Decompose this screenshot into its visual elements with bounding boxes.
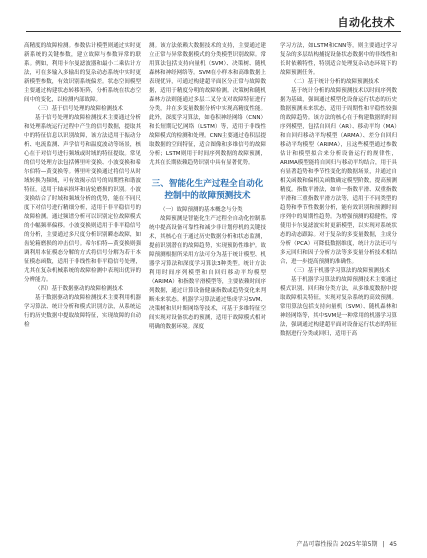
subsection-heading: （三）基于信号处理的故障检测技术 [35,106,124,112]
text-column-2 [149,42,266,332]
subsection-heading: （一）故障预测的基本概念与分类 [160,207,243,213]
page-number: 45 [389,541,397,548]
issue-number: 2025年第5期 [340,541,378,548]
subsection-heading: （三）基于机器学习算法的故障预测技术 [291,268,391,274]
header-rule [26,31,401,32]
text-column-1 [24,42,141,330]
journal-name: 产品可靠性报告 [296,541,339,548]
section-title: 三、智能化生产过程全自动化控制中的故障预测技术 [151,179,264,201]
paragraph: 基于数据驱动的故障检测技术主要利用机器学习算法、统计分析和模式识别方法，从系统运行的历史数据中提取故障特征，实现故障的自动检 [24,295,141,328]
running-header-title: 自动化技术 [337,16,395,29]
paragraph: 基于统计分析的故障预测技术以时间序列数据为基础，强调通过模型化设备运行状态的历史数据预测未来状态，适用于周期性和平稳性较强的故障趋势。该方法的核心在于构建数据的时间序列模型，包括自回归（AR）、移动平均（MA）和自回归移动平均模型（ARMA）、差分自回归移动平均模型（ARIMA），且这些模型通过参数估计和模型拟合来分析设备运行的规律性，ARIMA模型能将自回归与移动平均结合，用于具有显著趋势和季节性变化的数据场景，并通过自相关函数和偏相关函数确定模型阶数，提高预测精度。指数平滑法，如单一指数平滑、双重指数平滑和三重指数平滑方法等，适用于不同类型的趋势和季节性数据分析，能有效识别和预测时间序列中的周期性趋势。为增强预测的稳健性，常使用卡尔曼滤波实时更新模型，以实现对系统状态的动态跟踪。对于复杂的多变量数据，主成分分析（PCA）可降低数据维度，统计方法还可与多元回归和因子分析方法等多变量分析技术相结合，进一步提高预测的准确性。 [280,88,397,265]
page-header [0,0,427,36]
text-column-3 [280,42,397,339]
paragraph: 故障预测是智能化生产过程全自动化控制系统中提高设备可靠性和减少非计划停机的关键技术，其核心在于通过历史数据分析和状态监测，提前识别潜在的故障趋势，实现预防性维护。故障预测根据所采用方法可分为基于统计模型、机器学习算法和深度学习算法3种类型。统计方法利用时间序列模型和自回归移动平均模型（ARIMA）和指数平滑模型等，主要依赖时间序列数据，通过计算设备健康指数或趋势变化来判断未来状态。机器学习算法通过集成学习SVM、决策树和贝叶斯网络等技术，可基于多维特征空间实现对设备状态的预测，适用于故障模式相对明确的数据环境。深度 [149,216,266,330]
subsection-heading: （二）基于统计分析的故障预测技术 [291,79,380,85]
page-footer [296,539,397,548]
paragraph: 测。该方法依赖大数据技术的支持，主要通过建立正常与异常数据模式的分类模型识别故障。常用算法包括支持向量机（SVM）、决策树、随机森林和神经网络等。SVM在小样本和高维数据上表现优异，可通过构建超平面区分正常与故障数据，适用于精度分明的故障检测。决策树和随机森林方法则能通过多层二叉分支对故障特征进行分类，并在多变量数据分析中实现高精度性能。此外，深度学习算法，如卷积神经网络（CNN）和长短期记忆网络（LSTM）等，适用于非线性故障模式的检测和处理。CNN主要通过卷积层提取数据的空间特征，适合图像和多维信号的故障分析；LSTM则用于时间序列数据的故障预测，尤其在长期依赖趋势识别中具有显著优势。 [149,43,266,166]
subsection-heading: （四）基于数据驱动的故障检测技术 [35,286,124,292]
paragraph: 基于机器学习算法的故障预测技术主要通过模式识别、回归和分类方法，从多维度数据中提取故障相关特征，实现对复杂系统的高效预测。常用算法包括支持向量机（SVM）、随机森林和神经网络等，其中SVM是一种常用的机器学习算法，强调通过构建超平面对设备运行状态的特征数据进行分类或回归，适用于高 [280,277,397,337]
paragraph: 高精度的故障检测。参数估计模型则通过实时更新系统的关键参数，建立故障与参数异常的联系。例如，利用卡尔曼滤波器和最小二乘估计方法，可在多输入多输出的复杂动态系统中实时更新模型参数，有效识别系统偏差。状态空间模型主要通过构建状态转移矩阵，分析系统在状态空间中的变化，以检测内部故障。 [24,43,141,103]
paragraph: 学习方法，如LSTM和CNN等，则主要通过学习复杂的多层结构捕捉设备状态数据中的非线性和长时依赖特性，特别适合处理复杂动态环境下的故障预测任务。 [280,43,397,76]
paragraph: 基于信号处理的故障检测技术主要通过分析和处理系统运行过程中产生的信号数据，提取其中的特征信息以识别故障，该方法适用于振动分析、电流监测、声学信号和温度波动等场景，核心在于对信号进行频域或时域的特征提取。常见的信号处理方法包括傅里叶变换、小波变换和希尔伯特—黄变换等。傅里叶变换通过将信号从时域转换为频域，可有效揭示信号的周期性和谐波特征，适用于轴承损坏和齿轮磨损的识别。小波变换结合了时域和频域分析的优势，能在不同尺度下对信号进行精细分析，适用于非平稳信号的故障检测。通过频谱分析可以识别定位故障模式的小幅频率偏移。小波变换则适用于非平稳信号的分析，主要通过多尺度分析识别瞬态故障，如齿轮箱磨损的冲击信号。希尔伯特—黄变换则强调利用本征模态分解的方式将信号分解为若干本征模态函数，适用于非线性和非平稳信号处理，尤其在复杂机械系统的故障检测中表现出优异的分辨能力。 [24,115,141,283]
footer-separator: | [382,541,385,548]
